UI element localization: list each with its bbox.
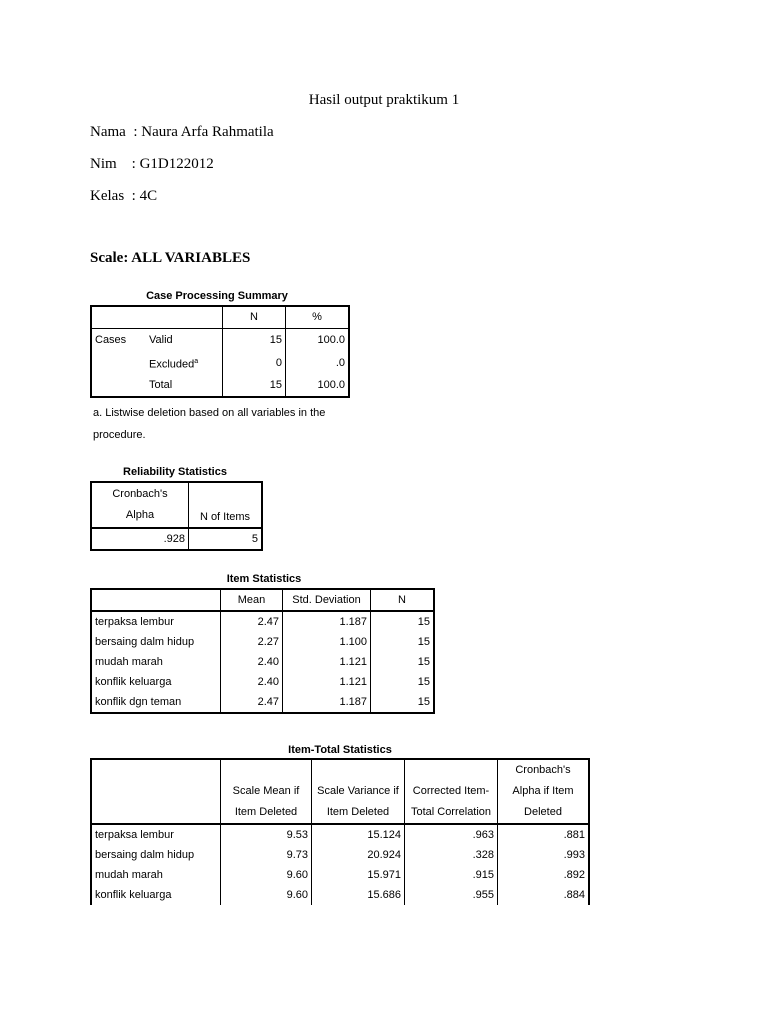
corner-cell xyxy=(91,589,221,611)
item-total-clip xyxy=(90,758,590,907)
item-label: bersaing dalm hidup xyxy=(91,845,221,865)
cell-n: 15 xyxy=(417,616,430,628)
nama-line: Nama : Naura Arfa Rahmatila xyxy=(90,124,274,140)
cell-alpha: .993 xyxy=(563,849,585,861)
col-mean-header: Mean xyxy=(221,589,283,611)
col-corrected-header: Corrected Item- Total Correlation xyxy=(405,759,498,824)
cell-mean: 2.40 xyxy=(221,672,283,692)
cell-mean: 2.47 xyxy=(221,611,283,632)
row-label: Total xyxy=(146,375,223,397)
cell-alpha: .892 xyxy=(563,869,585,881)
cell-sd: 1.121 xyxy=(283,672,371,692)
cell-n: 15 xyxy=(417,676,430,688)
cell-scale-var: 15.124 xyxy=(312,824,405,845)
alpha-value: .928 xyxy=(91,528,189,550)
reliability-table xyxy=(90,481,263,551)
cell-n: 15 xyxy=(223,328,286,352)
item-label: mudah marah xyxy=(91,865,221,885)
cell-sd: 1.187 xyxy=(283,611,371,632)
item-stats-table xyxy=(90,588,435,714)
cell-alpha: .884 xyxy=(563,889,585,901)
corner-cell xyxy=(91,306,223,328)
cell-pct: 100.0 xyxy=(317,334,345,347)
cell-scale-var: 20.924 xyxy=(312,845,405,865)
scale-heading: Scale: ALL VARIABLES xyxy=(90,250,251,266)
nim-line: Nim : G1D122012 xyxy=(90,156,214,172)
cell-corr: .955 xyxy=(405,885,498,905)
cell-sd: 1.187 xyxy=(283,692,371,713)
case-processing-title: Case Processing Summary xyxy=(146,290,288,302)
corner-cell xyxy=(91,759,221,824)
cell-scale-var: 15.971 xyxy=(312,865,405,885)
n-items-value: 5 xyxy=(251,533,258,545)
cell-mean: 2.27 xyxy=(221,632,283,652)
col-scale-var-header: Scale Variance if Item Deleted xyxy=(312,759,405,824)
item-label: mudah marah xyxy=(91,652,221,672)
n-items-header: N of Items xyxy=(189,482,263,528)
cell-n: 15 xyxy=(417,656,430,668)
case-processing-table xyxy=(90,305,350,398)
cell-n: 15 xyxy=(417,636,430,648)
cell-n: 0 xyxy=(223,352,286,375)
col-n-header: N xyxy=(223,306,286,328)
alpha-header: Cronbach's Alpha xyxy=(91,482,189,528)
item-total-title: Item-Total Statistics xyxy=(288,744,392,756)
item-label: konflik dgn teman xyxy=(91,692,221,713)
item-label: konflik keluarga xyxy=(91,885,221,905)
item-label: terpaksa lembur xyxy=(91,824,221,845)
cell-n: 15 xyxy=(417,696,430,708)
cell-corr: .328 xyxy=(405,845,498,865)
cell-alpha: .881 xyxy=(563,829,585,841)
cell-corr: .963 xyxy=(405,824,498,845)
item-total-table xyxy=(90,758,590,905)
item-label: konflik keluarga xyxy=(91,672,221,692)
cell-scale-mean: 9.60 xyxy=(221,865,312,885)
reliability-title: Reliability Statistics xyxy=(123,466,227,478)
item-label: bersaing dalm hidup xyxy=(91,632,221,652)
col-n-header: N xyxy=(371,589,435,611)
cell-scale-var: 15.686 xyxy=(312,885,405,905)
cell-scale-mean: 9.53 xyxy=(221,824,312,845)
col-sd-header: Std. Deviation xyxy=(283,589,371,611)
kelas-line: Kelas : 4C xyxy=(90,188,158,204)
document-title: Hasil output praktikum 1 xyxy=(308,92,460,108)
cell-sd: 1.100 xyxy=(283,632,371,652)
row-label: Valid xyxy=(146,328,223,352)
cell-sd: 1.121 xyxy=(283,652,371,672)
case-processing-footnote: a. Listwise deletion based on all variables in the procedure. xyxy=(93,407,326,441)
col-alpha-deleted-header: Cronbach's Alpha if Item Deleted xyxy=(498,759,590,824)
cell-n: 15 xyxy=(223,375,286,397)
cell-scale-mean: 9.60 xyxy=(221,885,312,905)
row-label: Excluded$^a$ xyxy=(146,352,223,375)
item-label: terpaksa lembur xyxy=(91,611,221,632)
cell-corr: .915 xyxy=(405,865,498,885)
col-scale-mean-header: Scale Mean if Item Deleted xyxy=(221,759,312,824)
cell-pct: .0 xyxy=(335,357,345,370)
cell-scale-mean: 9.73 xyxy=(221,845,312,865)
col-pct-header: % xyxy=(286,306,350,328)
cell-pct: 100.0 xyxy=(317,379,345,392)
item-stats-title: Item Statistics xyxy=(226,573,302,585)
cases-label: Cases xyxy=(95,334,127,347)
cell-mean: 2.47 xyxy=(221,692,283,713)
cell-mean: 2.40 xyxy=(221,652,283,672)
